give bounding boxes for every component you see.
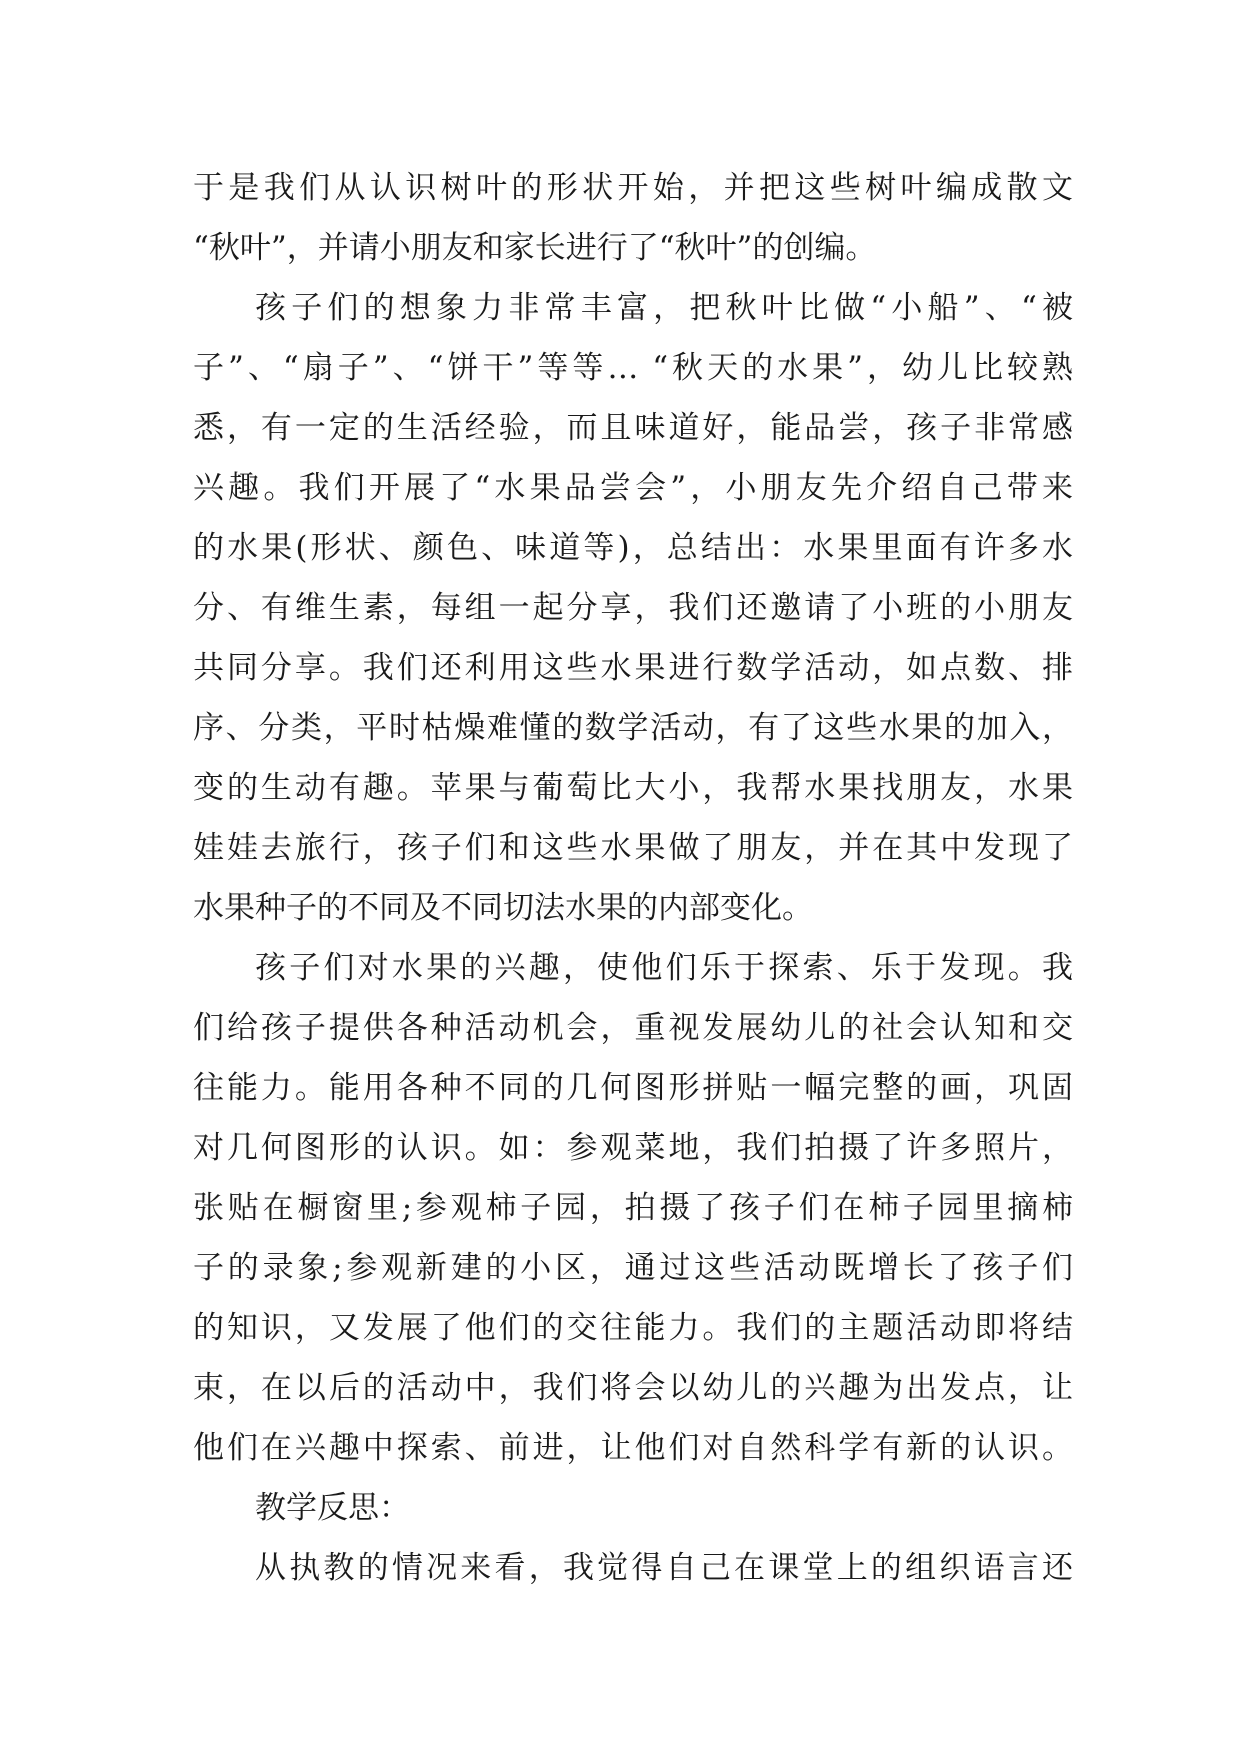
- text-line: 兴趣。我们开展了“水果品尝会”，小朋友先介绍自己带来: [193, 470, 1073, 506]
- text-line: 孩子们对水果的兴趣，使他们乐于探索、乐于发现。我: [255, 950, 1073, 986]
- text-line: 共同分享。我们还利用这些水果进行数学活动，如点数、排: [193, 650, 1073, 686]
- text-line: 悉，有一定的生活经验，而且味道好，能品尝，孩子非常感: [193, 410, 1073, 446]
- text-line: 从执教的情况来看，我觉得自己在课堂上的组织语言还: [255, 1550, 1073, 1586]
- text-line: 对几何图形的认识。如：参观菜地，我们拍摄了许多照片，: [193, 1130, 1073, 1166]
- text-line: 们给孩子提供各种活动机会，重视发展幼儿的社会认知和交: [193, 1010, 1073, 1046]
- document-body: [193, 158, 1073, 1598]
- text-line: 序、分类，平时枯燥难懂的数学活动，有了这些水果的加入，: [193, 710, 1073, 746]
- text-line: 子”、“扇子”、“饼干”等等… “秋天的水果”，幼儿比较熟: [193, 350, 1073, 386]
- text-line: 子的录象;参观新建的小区，通过这些活动既增长了孩子们: [193, 1250, 1073, 1286]
- text-line: “秋叶”，并请小朋友和家长进行了“秋叶”的创编。: [193, 230, 877, 266]
- text-line: 娃娃去旅行，孩子们和这些水果做了朋友，并在其中发现了: [193, 830, 1073, 866]
- text-line: 张贴在橱窗里;参观柿子园，拍摄了孩子们在柿子园里摘柿: [193, 1190, 1073, 1226]
- text-line: 变的生动有趣。苹果与葡萄比大小，我帮水果找朋友，水果: [193, 770, 1073, 806]
- text-line: 水果种子的不同及不同切法水果的内部变化。: [193, 890, 813, 926]
- text-line: 分、有维生素，每组一起分享，我们还邀请了小班的小朋友: [193, 590, 1073, 626]
- text-line: 于是我们从认识树叶的形状开始，并把这些树叶编成散文: [193, 170, 1073, 206]
- text-line: 往能力。能用各种不同的几何图形拼贴一幅完整的画，巩固: [193, 1070, 1073, 1106]
- text-line: 他们在兴趣中探索、前进，让他们对自然科学有新的认识。: [193, 1430, 1073, 1466]
- section-heading: 教学反思：: [255, 1490, 410, 1526]
- text-line: 束，在以后的活动中，我们将会以幼儿的兴趣为出发点，让: [193, 1370, 1073, 1406]
- text-line: 的水果(形状、颜色、味道等)，总结出：水果里面有许多水: [193, 530, 1073, 566]
- text-line: 孩子们的想象力非常丰富，把秋叶比做“小船”、“被: [255, 290, 1073, 326]
- text-line: 的知识，又发展了他们的交往能力。我们的主题活动即将结: [193, 1310, 1073, 1346]
